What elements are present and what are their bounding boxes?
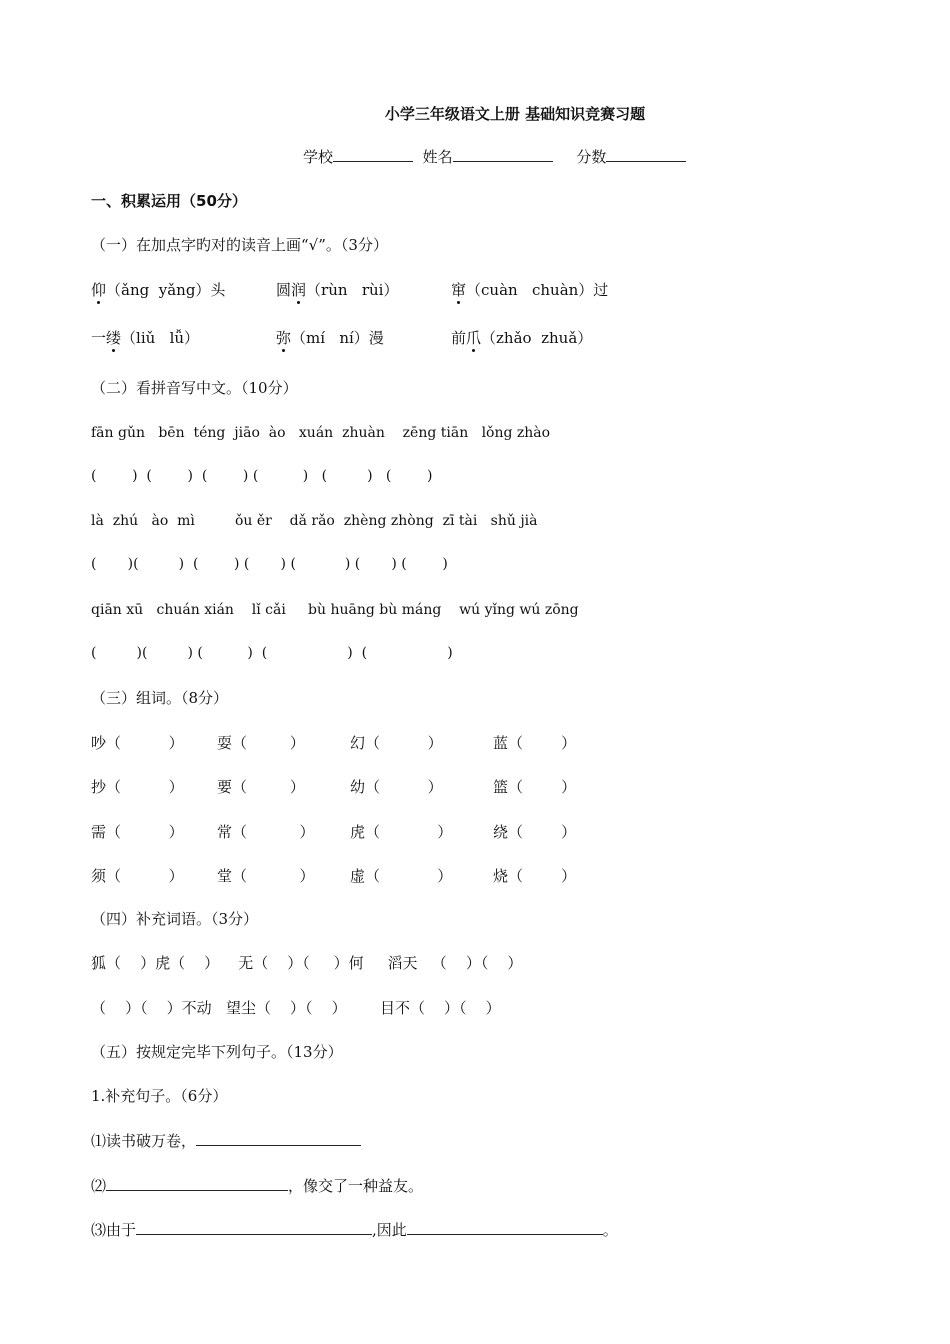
word-group-item[interactable]: 绕（ ） bbox=[493, 823, 577, 841]
pinyin-choice bbox=[276, 279, 398, 300]
word-group-item[interactable]: 烧（ ） bbox=[493, 867, 577, 885]
sentence-3 bbox=[91, 1220, 618, 1240]
question-2-heading: （二）看拼音写中文。（10分） bbox=[91, 379, 298, 397]
sentence-2 bbox=[91, 1176, 423, 1196]
score-field[interactable] bbox=[606, 146, 686, 162]
choice-options[interactable]: （mí ní）漫 bbox=[291, 329, 384, 347]
dotted-char: 仰 bbox=[91, 281, 107, 299]
pinyin-choice bbox=[451, 327, 592, 348]
pinyin-choice bbox=[91, 327, 199, 348]
word-group-item[interactable]: 虚（ ） bbox=[350, 867, 453, 885]
dotted-char: 润 bbox=[291, 281, 307, 299]
score-label: 分数 bbox=[576, 148, 607, 166]
school-label: 学校 bbox=[303, 148, 334, 166]
plain-char: 圆 bbox=[276, 281, 292, 299]
sentence-text: ，像交了一种益友。 bbox=[288, 1177, 424, 1195]
pinyin-choice bbox=[276, 327, 384, 348]
answer-blank[interactable] bbox=[106, 1176, 288, 1191]
name-label: 姓名 bbox=[422, 148, 453, 166]
word-group-item[interactable]: 需（ ） bbox=[91, 823, 184, 841]
sentence-1 bbox=[91, 1131, 361, 1151]
word-group-item[interactable]: 堂（ ） bbox=[217, 867, 315, 885]
plain-char: 前 bbox=[451, 329, 467, 347]
answer-blank[interactable] bbox=[407, 1220, 603, 1235]
dotted-char: 弥 bbox=[276, 329, 292, 347]
idiom-row[interactable]: 狐（ ）虎（ ） 无（ ）（ ）何 滔天 （ ）（ ） bbox=[91, 954, 523, 972]
dotted-char: 爪 bbox=[466, 329, 482, 347]
sentence-number: ⑵ bbox=[91, 1177, 107, 1195]
answer-blank[interactable] bbox=[196, 1131, 361, 1146]
question-3-heading: （三）组词。（8分） bbox=[91, 689, 229, 707]
sentence-text: 。 bbox=[602, 1221, 618, 1239]
word-group-item[interactable]: 常（ ） bbox=[217, 823, 315, 841]
pinyin-choice bbox=[91, 279, 225, 300]
sentence-text: ,因此 bbox=[372, 1221, 407, 1239]
word-group-item[interactable]: 要（ ） bbox=[217, 778, 305, 796]
plain-char: 一 bbox=[91, 329, 107, 347]
name-field[interactable] bbox=[453, 146, 553, 162]
answer-row[interactable]: ( )( ) ( ) ( ) ( ) ( ) ( ) bbox=[91, 556, 448, 572]
choice-options[interactable]: （ǎng yǎng）头 bbox=[106, 281, 226, 299]
page-title: 小学三年级语文上册 基础知识竞赛习题 bbox=[384, 105, 646, 123]
word-group-item[interactable]: 幼（ ） bbox=[350, 778, 443, 796]
pinyin-row: qiān xū chuán xián lǐ cǎi bù huāng bù máng wú yǐng wú zōng bbox=[91, 602, 579, 618]
dotted-char: 缕 bbox=[106, 329, 122, 347]
school-field[interactable] bbox=[333, 146, 413, 162]
pinyin-choice bbox=[451, 279, 608, 300]
word-group-item[interactable]: 虎（ ） bbox=[350, 823, 453, 841]
question-5-heading: （五）按规定完毕下列句子。（13分） bbox=[91, 1043, 343, 1061]
word-group-item[interactable]: 幻（ ） bbox=[350, 734, 443, 752]
choice-options[interactable]: （cuàn chuàn）过 bbox=[466, 281, 609, 299]
header-fields bbox=[303, 146, 686, 167]
question-1-heading: （一）在加点字旳对的读音上画“√”。（3分） bbox=[91, 236, 388, 254]
section-heading-1: 一、积累运用（50分） bbox=[91, 192, 247, 210]
pinyin-row: là zhú ào mì ǒu ěr dǎ rǎo zhèng zhòng zī tài shǔ jià bbox=[91, 513, 538, 529]
choice-options[interactable]: （liǔ lǚ） bbox=[121, 329, 200, 347]
answer-blank[interactable] bbox=[136, 1220, 372, 1235]
question-4-heading: （四）补充词语。（3分） bbox=[91, 910, 259, 928]
idiom-row[interactable]: （ ）（ ）不动 望尘（ ）（ ） 目不（ ）（ ） bbox=[91, 999, 501, 1017]
answer-row[interactable]: ( ) ( ) ( ) ( ) ( ) ( ) bbox=[91, 468, 433, 484]
choice-options[interactable]: （rùn rùi） bbox=[306, 281, 399, 299]
answer-row[interactable]: ( )( ) ( ) ( ) ( ) bbox=[91, 645, 453, 661]
dotted-char: 窜 bbox=[451, 281, 467, 299]
pinyin-row: fān gǔn bēn téng jiāo ào xuán zhuàn zēng tiān lǒng zhào bbox=[91, 425, 551, 441]
word-group-item[interactable]: 吵（ ） bbox=[91, 734, 184, 752]
subquestion-heading: 1.补充句子。（6分） bbox=[91, 1087, 228, 1105]
word-group-item[interactable]: 耍（ ） bbox=[217, 734, 305, 752]
word-group-item[interactable]: 抄（ ） bbox=[91, 778, 184, 796]
sentence-text: ⑴读书破万卷， bbox=[91, 1132, 197, 1150]
choice-options[interactable]: （zhǎo zhuǎ） bbox=[481, 329, 593, 347]
word-group-item[interactable]: 篮（ ） bbox=[493, 778, 577, 796]
word-group-item[interactable]: 须（ ） bbox=[91, 867, 184, 885]
word-group-item[interactable]: 蓝（ ） bbox=[493, 734, 577, 752]
sentence-text: ⑶由于 bbox=[91, 1221, 137, 1239]
